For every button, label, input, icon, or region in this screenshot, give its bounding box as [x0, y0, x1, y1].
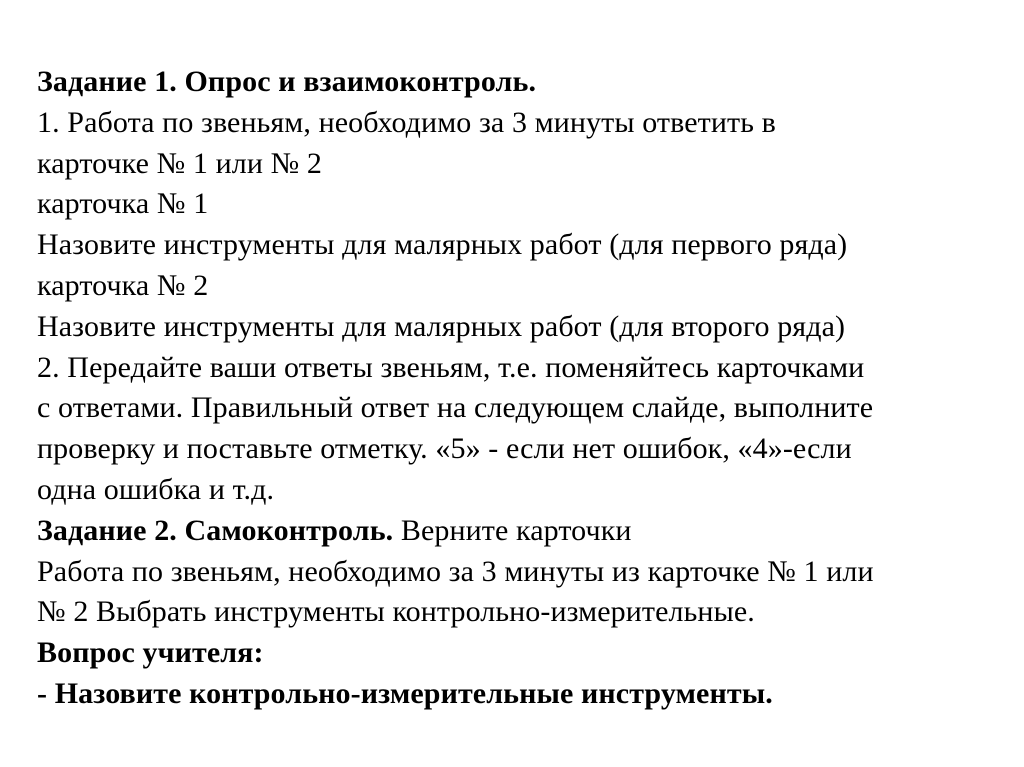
task2-title: Задание 2. Самоконтроль.	[37, 513, 394, 547]
card1-label: карточка № 1	[37, 187, 209, 221]
task2-line1: Работа по звеньям, необходимо за 3 минуты из карточке № 1 или	[37, 554, 874, 588]
task2-title-rest: Верните карточки	[393, 513, 632, 547]
teacher-question-text: - Назовите контрольно-измерительные инструменты.	[37, 676, 773, 710]
task2-line2: № 2 Выбрать инструменты контрольно-измерительные.	[37, 595, 755, 629]
card1-text: Назовите инструменты для малярных работ (для первого ряда)	[37, 228, 848, 262]
card2-label: карточка № 2	[37, 268, 209, 302]
card2-text: Назовите инструменты для малярных работ (для второго ряда)	[37, 309, 846, 343]
task1-item2-line4: одна ошибка и т.д.	[37, 472, 275, 506]
task1-item1-line1: 1. Работа по звеньям, необходимо за 3 минуты ответить в	[37, 105, 776, 139]
task1-item1-line2: карточке № 1 или № 2	[37, 146, 323, 180]
teacher-question-label: Вопрос учителя:	[37, 636, 264, 670]
task1-item2-line3: проверку и поставьте отметку. «5» - если нет ошибок, «4»-если	[37, 432, 852, 466]
task2-title-line	[37, 511, 997, 552]
task1-item2-line1: 2. Передайте ваши ответы звеньям, т.е. поменяйтесь карточками	[37, 350, 865, 384]
task1-title: Задание 1. Опрос и взаимоконтроль.	[37, 65, 537, 98]
slide-content	[37, 62, 997, 715]
task1-item2-line2: с ответами. Правильный ответ на следующем слайде, выполните	[37, 391, 874, 425]
